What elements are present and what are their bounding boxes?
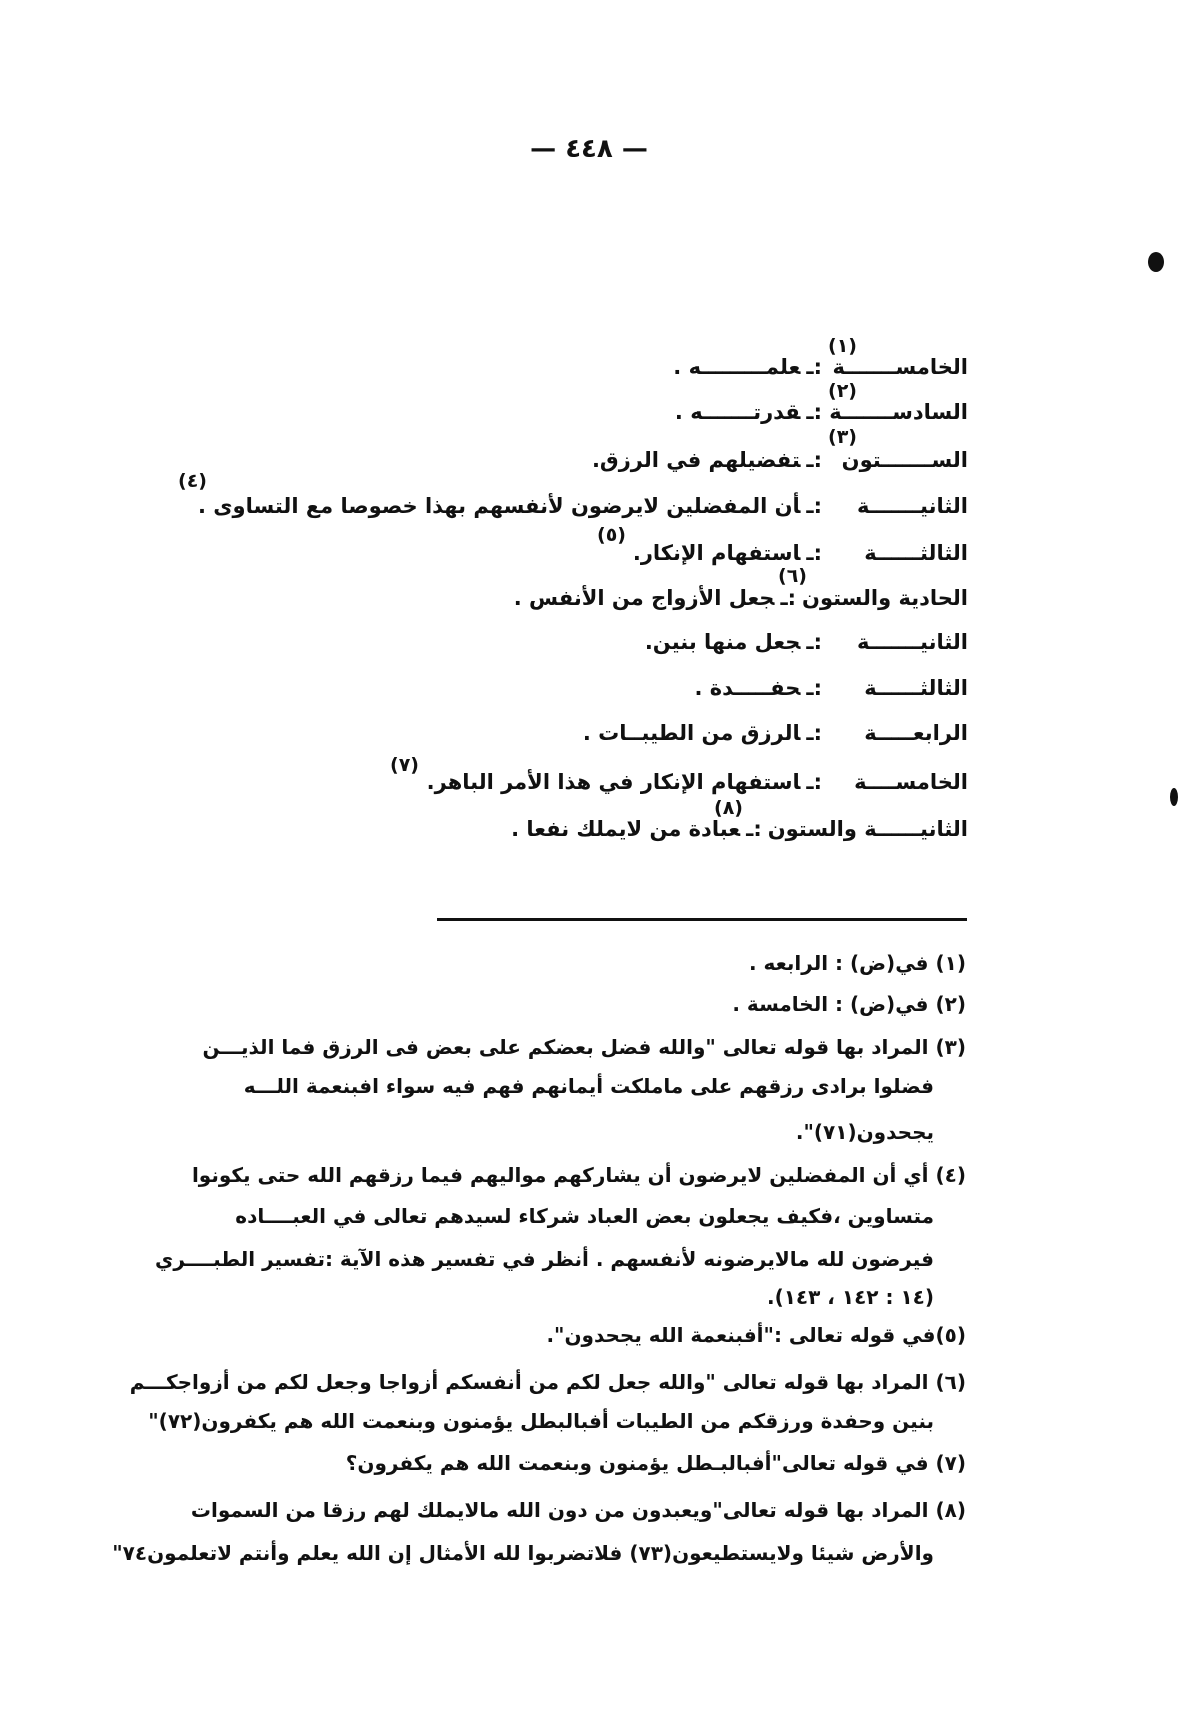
main-line xyxy=(514,588,968,609)
main-line-separator: :ـ xyxy=(806,448,822,472)
main-line xyxy=(633,543,968,564)
footnote-line: (٨) المراد بها قوله تعالى"ويعبدون من دون الله مالايملك لهم رزقا من السموات xyxy=(190,1498,966,1522)
scan-speck-right-lower xyxy=(1170,788,1178,806)
main-line-separator: :ـ xyxy=(806,676,822,700)
main-line xyxy=(198,496,968,517)
main-line-text: عبادة من لايملك نفعا . xyxy=(511,817,741,841)
main-line-separator: :ـ xyxy=(806,541,822,565)
footnote-marker: (٢) xyxy=(828,380,857,402)
footnote-marker: (٣) xyxy=(828,426,857,448)
main-line xyxy=(675,402,968,423)
main-line xyxy=(427,772,968,793)
main-line-label: السادســـــــة xyxy=(829,400,968,424)
footnote-marker: (٦) xyxy=(778,565,807,587)
main-line-text: قدرتـــــــه . xyxy=(674,400,801,424)
footnote-line: (٧) في قوله تعالى"أفبالبـطل يؤمنون وبنعمت الله هم يكفرون؟ xyxy=(345,1451,966,1475)
main-line-label: الخامســــة xyxy=(854,770,968,794)
main-line-text: تفضيلهم في الرزق. xyxy=(591,448,801,472)
main-line-separator: :ـ xyxy=(806,721,822,745)
main-line xyxy=(511,819,968,840)
footnote-marker: (٧) xyxy=(390,754,419,776)
main-line-separator: :ـ xyxy=(806,494,822,518)
footnote-line: بنين وحفدة ورزقكم من الطيبات أفبالبطل يؤمنون وبنعمت الله هم يكفرون(٧٢)" xyxy=(148,1409,934,1433)
main-line-separator: :ـ xyxy=(806,400,822,424)
main-line-label: الحادية والستون xyxy=(802,586,968,610)
main-line xyxy=(673,357,968,378)
main-line-label: الثانيــــــة والستون xyxy=(767,817,968,841)
footnote-marker: (١) xyxy=(828,335,857,357)
footnote-line: فضلوا برادى رزقهم على ماملكت أيمانهم فهم فيه سواء افبنعمة اللـــه xyxy=(243,1074,934,1098)
main-line-separator: :ـ xyxy=(780,586,797,610)
main-line xyxy=(583,723,968,744)
footnote-marker: (٨) xyxy=(714,797,743,819)
main-line-text: جعل منها بنين. xyxy=(644,630,801,654)
main-line-text: حفـــــدة . xyxy=(694,676,801,700)
main-line-label: الثالثــــــة xyxy=(864,541,968,565)
main-line-text: استفهام الإنكار. xyxy=(632,541,801,565)
main-line-text: أن المفضلين لايرضون لأنفسهم بهذا خصوصا مع التساوى . xyxy=(198,494,801,518)
footnote-line: (١) في(ض) : الرابعه . xyxy=(748,951,966,975)
main-line xyxy=(645,632,968,653)
footnote-line: يجحدون(٧١)". xyxy=(795,1120,934,1144)
main-line-label: الخامســـــــة xyxy=(832,355,968,379)
main-line-text: جعل الأزواج من الأنفس . xyxy=(513,586,775,610)
main-line-label: الثانيـــــــة xyxy=(857,630,968,654)
main-line xyxy=(592,450,968,471)
footnote-line: متساوين ،فكيف يجعلون بعض العباد شركاء لسيدهم تعالى في العبــــاده xyxy=(235,1204,934,1228)
footnote-line: (٤) أي أن المفضلين لايرضون أن يشاركهم مواليهم فيما رزقهم الله حتى يكونوا xyxy=(191,1163,966,1187)
main-line-separator: :ـ xyxy=(806,355,822,379)
footnote-line: (٢) في(ض) : الخامسة . xyxy=(732,992,966,1016)
footnote-line: فيرضون لله مالايرضونه لأنفسهم . أنظر في تفسير هذه الآية :تفسير الطبــــري xyxy=(155,1247,934,1271)
footnote-line: (٥)في قوله تعالى :"أفبنعمة الله يجحدون". xyxy=(546,1323,966,1347)
page-number: — ٤٤٨ — xyxy=(530,134,648,164)
main-line xyxy=(694,678,968,699)
main-line-label: الســـــــتون xyxy=(841,448,968,472)
main-line-label: الثالثــــــة xyxy=(864,676,968,700)
footnote-line: (٦) المراد بها قوله تعالى "والله جعل لكم من أنفسكم أزواجا وجعل لكم من أزواجكـــم xyxy=(129,1370,966,1394)
footnote-marker: (٥) xyxy=(597,524,626,546)
footnote-line: (٣) المراد بها قوله تعالى "والله فضل بعضكم على بعض فى الرزق فما الذيـــن xyxy=(202,1035,966,1059)
main-line-text: استفهام الإنكار في هذا الأمر الباهر. xyxy=(426,770,801,794)
footnote-line: (١٤ : ١٤٢ ، ١٤٣). xyxy=(766,1285,934,1309)
main-line-separator: :ـ xyxy=(806,770,822,794)
footnote-line: والأرض شيئا ولايستطيعون(٧٣) فلاتضربوا لله الأمثال إن الله يعلم وأنتم لاتعلمون٧٤" xyxy=(112,1541,934,1565)
footnote-marker: (٤) xyxy=(178,470,207,492)
main-line-text: الرزق من الطيبــات . xyxy=(582,721,801,745)
main-line-text: علمـــــــــه . xyxy=(673,355,801,379)
main-line-separator: :ـ xyxy=(746,817,762,841)
footnote-rule xyxy=(437,918,967,921)
main-line-label: الرابعـــــة xyxy=(864,721,968,745)
main-line-label: الثانيـــــــة xyxy=(857,494,968,518)
main-line-separator: :ـ xyxy=(806,630,822,654)
scan-speck-right xyxy=(1148,252,1164,272)
